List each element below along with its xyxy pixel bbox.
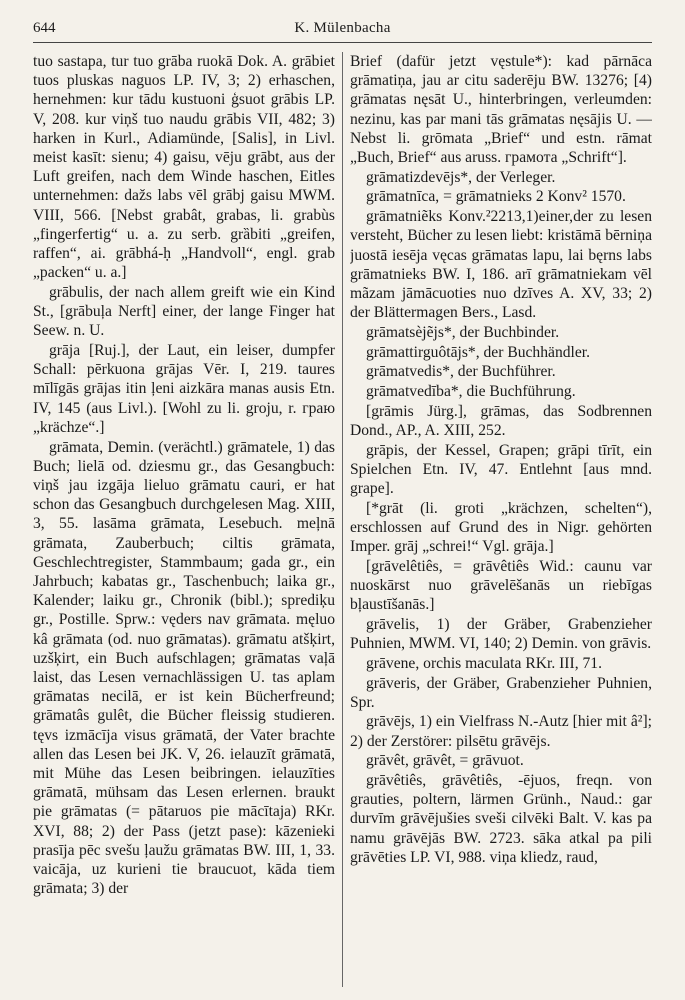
- entry-grapis: grāpis, der Kessel, Grapen; grāpi tīrīt, ein Spielchen Etn. IV, 47. Entlehnt [aus mnd. grape].: [350, 441, 652, 497]
- entry-continuation-gramata: Brief (dafür jetzt vęstule*): kad pārnāca grāmatiņa, jau ar citu saderēju BW. 13276; [4) grāmatas nęsāt U., hinterbringen, verleumden: nezinu, kas par mani tās grāmatas nęsājis U. — Nebst li. grōmata „Brief“ und estn. rāmat „Buch, Brief“ aus aruss. грамота „Schrift“].: [350, 53, 652, 167]
- entry-gramatnieks: grāmatniẽks Konv.²2213,1)einer,der zu lesen versteht, Bücher zu lesen liebt: kristāmā bērniņa juostā iesēja vęcas grāmatas lapu, lai bęrns labs grāmatnieks BW. I, 186. arī grāmatniekam vēl mãzam jāmācuoties nuo dzīves A. XV, 33; 2) der Blättermagen Bers., Lasd.: [350, 208, 652, 322]
- entry-graveris: grāveris, der Gräber, Grabenzieher Puhnien, Spr.: [350, 674, 652, 711]
- entry-gramattirguotajs: grāmattirguôtājs*, der Buchhändler.: [366, 343, 591, 361]
- entry-gramatvedis: grāmatvedis*, der Buchführer.: [366, 363, 556, 381]
- entry-gramatizdevejs: grāmatizdevējs*, der Verleger.: [366, 168, 556, 186]
- entry-gramatvediba: grāmatvedība*, die Buchführung.: [366, 382, 576, 400]
- running-head: [33, 20, 652, 43]
- entry-gramata: grāmata, Demin. (verächtl.) grāmatele, 1) das Buch; lielā od. dziesmu gr., das Gesangbuch: viņš jau izgāja lieluo grāmatu cauri, er hat schon das Gesangbuch durchgelesen Mag. XIII, 3, 55. lasāma grāmata, Lesebuch. meļnā grāmata, Zauberbuch; ciltis grāmata, Geschlechtregister, Stammbaum; gada gr., ein Jahrbuch; kabatas gr., Taschenbuch; laika gr., Kalender; laiku gr., Chronik (bibl.); sprediķu gr., Postille. Sprw.: vęders nav grāmata. męluo kâ grāmata (od. nuo grāmatas). grāmatu atšķirt, uzšķirt, ein Buch aufschlagen; grāmatas vaļā laist, das Lesen vernachlässigen U. tas aplam grāmatas necilā, er ist kein Bücherfreund; grāmatâs gulêt, die Bücher fleissig studieren. tęvs izmācīja visus grāmatā, der Vater brachte allen das Lesen bei JK. V, 26. ielauzīt grāmatā, mit Mühe das Lesen beibringen. ielauzīties grāmatā, mühsam das Lesen erlernen. braukt pie grāmatas (= pātaruos pie mācītaja) RKr. XVI, 88; 2) der Pass (jetzt pase): kāzenieki prasīja pēc svešu ļaužu grāmatas BW. III, 1, 33. vaicāja, uz kurieni tie braucuot, kāda tiem grāmata; 3) der: [33, 438, 335, 898]
- entry-gravelelies: [grāvelêtiês, = grāvêtiês Wid.: caunu var nuoskārst nuo grāvelēšanās un riebīgas bļaustīšanās.]: [350, 557, 652, 614]
- page-number: 644: [33, 20, 56, 36]
- entry-graja: grāja [Ruj.], der Laut, ein leiser, dumpfer Schall: pērkuona grājas Vēr. I, 219. taures mīlīgās grājas itin ļeni aizkāra manas ausis Etn. IV, 145 (aus Livl.). [Wohl zu li. groju, r. граю „krächze“.]: [33, 342, 335, 436]
- entry-gramatsejejs: grāmatsèjẽjs*, der Buchbinder.: [366, 323, 560, 341]
- entry-gramis: [grāmis Jürg.], grāmas, das Sodbrennen Dond., AP., A. XIII, 252.: [350, 402, 652, 439]
- entry-gramatnica: grāmatnīca, = grāmatnieks 2 Konv² 1570.: [366, 188, 626, 206]
- entry-gravejs: grāvējs, 1) ein Vielfrass N.-Autz [hier mit â²]; 2) der Zerstörer: pilsētu grāvējs.: [350, 713, 652, 750]
- right-column: [350, 52, 652, 987]
- entry-gravet: grāvêt, grāvêt, = grāvuot.: [366, 752, 524, 770]
- entry-continuation-grabt: tuo sastapa, tur tuo grāba ruokā Dok. A. grābiet tuos pluskas naguos LP. IV, 3; 2) erhaschen, hernehmen: kur tādu kustuoni ģsuot grābis LP. V, 208. kur viņš tuo naudu grābis VII, 482; 3) harken in Kurl., Adiamünde, [Salis], in Livl. meist kasīt: sienu; 4) gaisu, vēju grābt, aus der Luft greifen, nach dem Winde haschen, Eitles unternehmen: dažs labs vēl grābj gaisu MWM. VIII, 566. [Nebst grabât, grabas, li. grabùs „fingerfertig“ u. a. zu serb. grȁbiti „greifen, raffen“, ai. grābhá-ḥ „Handvoll“, engl. grab „packen“ u. a.]: [33, 53, 335, 282]
- entry-grabulis: grābulis, der nach allem greift wie ein Kind St., [grābuļa Nerft] einer, der lange Finger hat Seew. n. U.: [33, 283, 335, 340]
- column-divider: [342, 52, 343, 987]
- header-title: K. Mülenbacha: [294, 20, 391, 36]
- entry-grat: [*grāt (li. groti „krächzen, schelten“), erschlossen auf Grund des in Nigr. gehörten Imper. grāj „schrei!“ Vgl. grāja.]: [350, 499, 652, 556]
- entry-gravene: grāvene, orchis maculata RKr. III, 71.: [366, 654, 602, 672]
- left-column: [33, 52, 335, 987]
- entry-gravelis: grāvelis, 1) der Gräber, Grabenzieher Puhnien, MWM. VI, 140; 2) Demin. von grāvis.: [350, 615, 652, 653]
- entry-gravelies: grāvêtiês, grāvêtiês, -ējuos, freqn. von grauties, poltern, lärmen Grünh., Naud.: gar durvīm grāvējušies sveši cilvēki Balt. V. kas pa namu grāvējās BW. 2723. sāka atkal pa pili grāvēties LP. VI, 988. viņa kliedz, raud,: [350, 772, 652, 866]
